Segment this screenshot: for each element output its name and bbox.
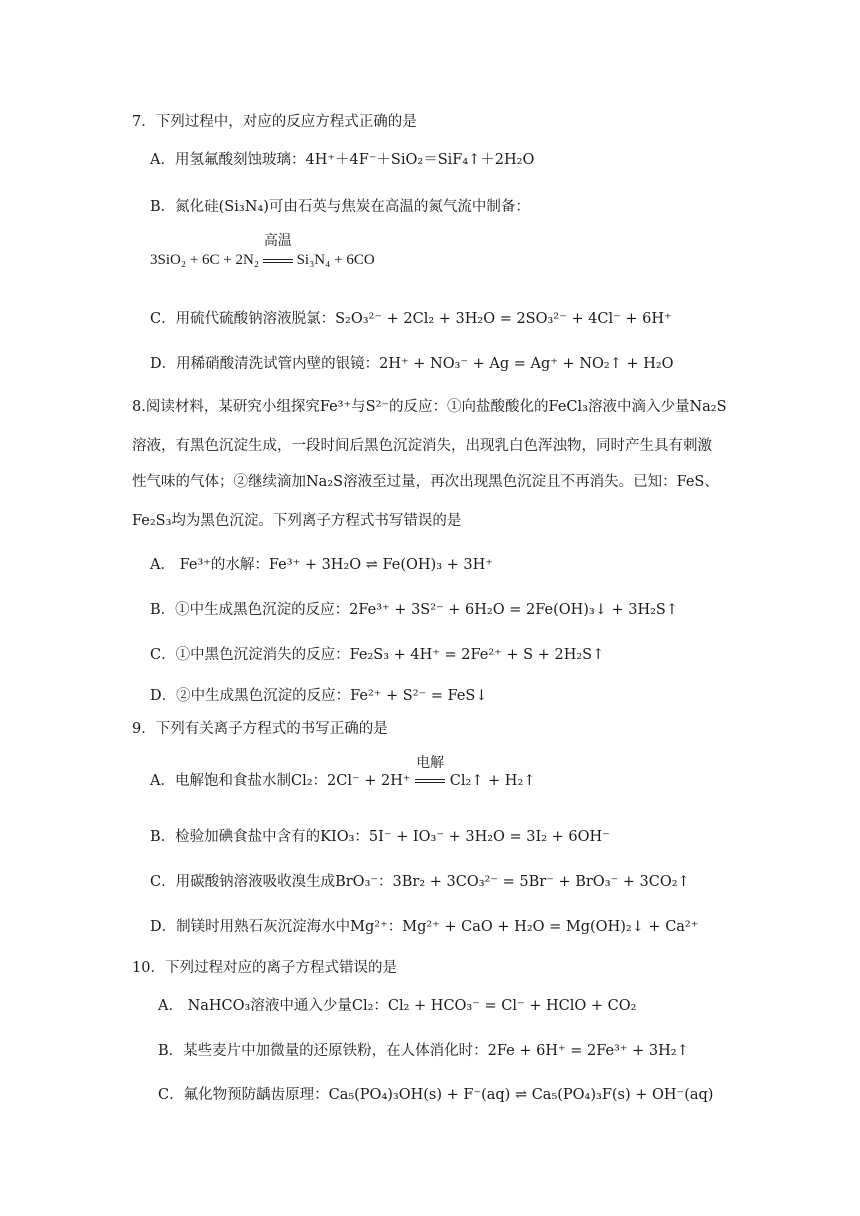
q10-option-a: A． NaHCO₃溶液中通入少量Cl₂：Cl₂ + HCO₃⁻ = Cl⁻ + HClO + CO₂ (158, 998, 637, 1014)
q9-option-a (150, 755, 536, 791)
formula-right: Si₃N₄ + 6CO (296, 252, 375, 268)
q9-option-d: D．制镁时用熟石灰沉淀海水中Mg²⁺：Mg²⁺ + CaO + H₂O = Mg(OH)₂↓ + Ca²⁺ (150, 919, 699, 935)
equals-bar (263, 259, 293, 263)
q7-option-b-formula (150, 234, 375, 270)
q8-stem-line-2: 溶液，有黑色沉淀生成，一段时间后黑色沉淀消失，出现乳白色浑浊物，同时产生具有刺激 (132, 438, 712, 454)
q7-option-d: D．用稀硝酸清洗试管内壁的银镜：2H⁺ + NO₃⁻ + Ag = Ag⁺ + NO₂↑ + H₂O (150, 356, 674, 372)
condition-label: 电解 (416, 755, 445, 771)
q7-option-b: B．氮化硅(Si₃N₄)可由石英与焦炭在高温的氮气流中制备： (150, 199, 530, 215)
q9-option-c: C．用碳酸钠溶液吸收溴生成BrO₃⁻：3Br₂ + 3CO₃²⁻ = 5Br⁻ + BrO₃⁻ + 3CO₂↑ (150, 874, 690, 890)
condition-label: 高温 (263, 234, 292, 249)
q8-stem-line-3: 性气味的气体；②继续滴加Na₂S溶液至过量，再次出现黑色沉淀且不再消失。已知：FeS、 (132, 474, 719, 490)
q8-option-b: B．①中生成黑色沉淀的反应：2Fe³⁺ + 3S²⁻ + 6H₂O = 2Fe(OH)₃↓ + 3H₂S↑ (150, 602, 679, 618)
q7-option-a: A．用氢氟酸刻蚀玻璃：4H⁺＋4F⁻＋SiO₂＝SiF₄↑＋2H₂O (150, 152, 535, 168)
q10-stem: 10．下列过程对应的离子方程式错误的是 (132, 960, 397, 976)
q8-option-c: C．①中黑色沉淀消失的反应：Fe₂S₃ + 4H⁺ = 2Fe²⁺ + S + 2H₂S↑ (150, 647, 605, 663)
q8-stem-line-1: 8.阅读材料，某研究小组探究Fe³⁺与S²⁻的反应：①向盐酸酸化的FeCl₃溶液中滴入少量Na₂S (132, 399, 727, 415)
equals-bar (415, 779, 445, 783)
q7-option-c: C．用硫代硫酸钠溶液脱氯：S₂O₃²⁻ + 2Cl₂ + 3H₂O = 2SO₃²⁻ + 4Cl⁻ + 6H⁺ (150, 311, 672, 327)
q7-stem: 7．下列过程中，对应的反应方程式正确的是 (132, 114, 417, 130)
q10-option-c: C．氟化物预防龋齿原理：Ca₅(PO₄)₃OH(s) + F⁻(aq) ⇌ Ca₅(PO₄)₃F(s) + OH⁻(aq) (158, 1087, 714, 1103)
q8-stem-line-4: Fe₂S₃均为黑色沉淀。下列离子方程式书写错误的是 (132, 513, 462, 529)
q9-stem: 9．下列有关离子方程式的书写正确的是 (132, 721, 388, 737)
q9-option-a-text: A．电解饱和食盐水制Cl₂：2Cl⁻ + 2H⁺ (150, 773, 411, 789)
reaction-condition (263, 234, 293, 270)
q9-option-a-right: Cl₂↑ + H₂↑ (449, 773, 536, 789)
q8-option-a: A． Fe³⁺的水解：Fe³⁺ + 3H₂O ⇌ Fe(OH)₃ + 3H⁺ (150, 557, 493, 573)
formula-left: 3SiO₂ + 6C + 2N₂ (150, 252, 260, 268)
reaction-condition (415, 755, 445, 791)
q10-option-b: B．某些麦片中加微量的还原铁粉，在人体消化时：2Fe + 6H⁺ = 2Fe³⁺ + 3H₂↑ (158, 1043, 689, 1059)
q9-option-b: B．检验加碘食盐中含有的KIO₃：5I⁻ + IO₃⁻ + 3H₂O = 3I₂ + 6OH⁻ (150, 829, 610, 845)
q8-option-d: D．②中生成黑色沉淀的反应：Fe²⁺ + S²⁻ = FeS↓ (150, 688, 488, 704)
